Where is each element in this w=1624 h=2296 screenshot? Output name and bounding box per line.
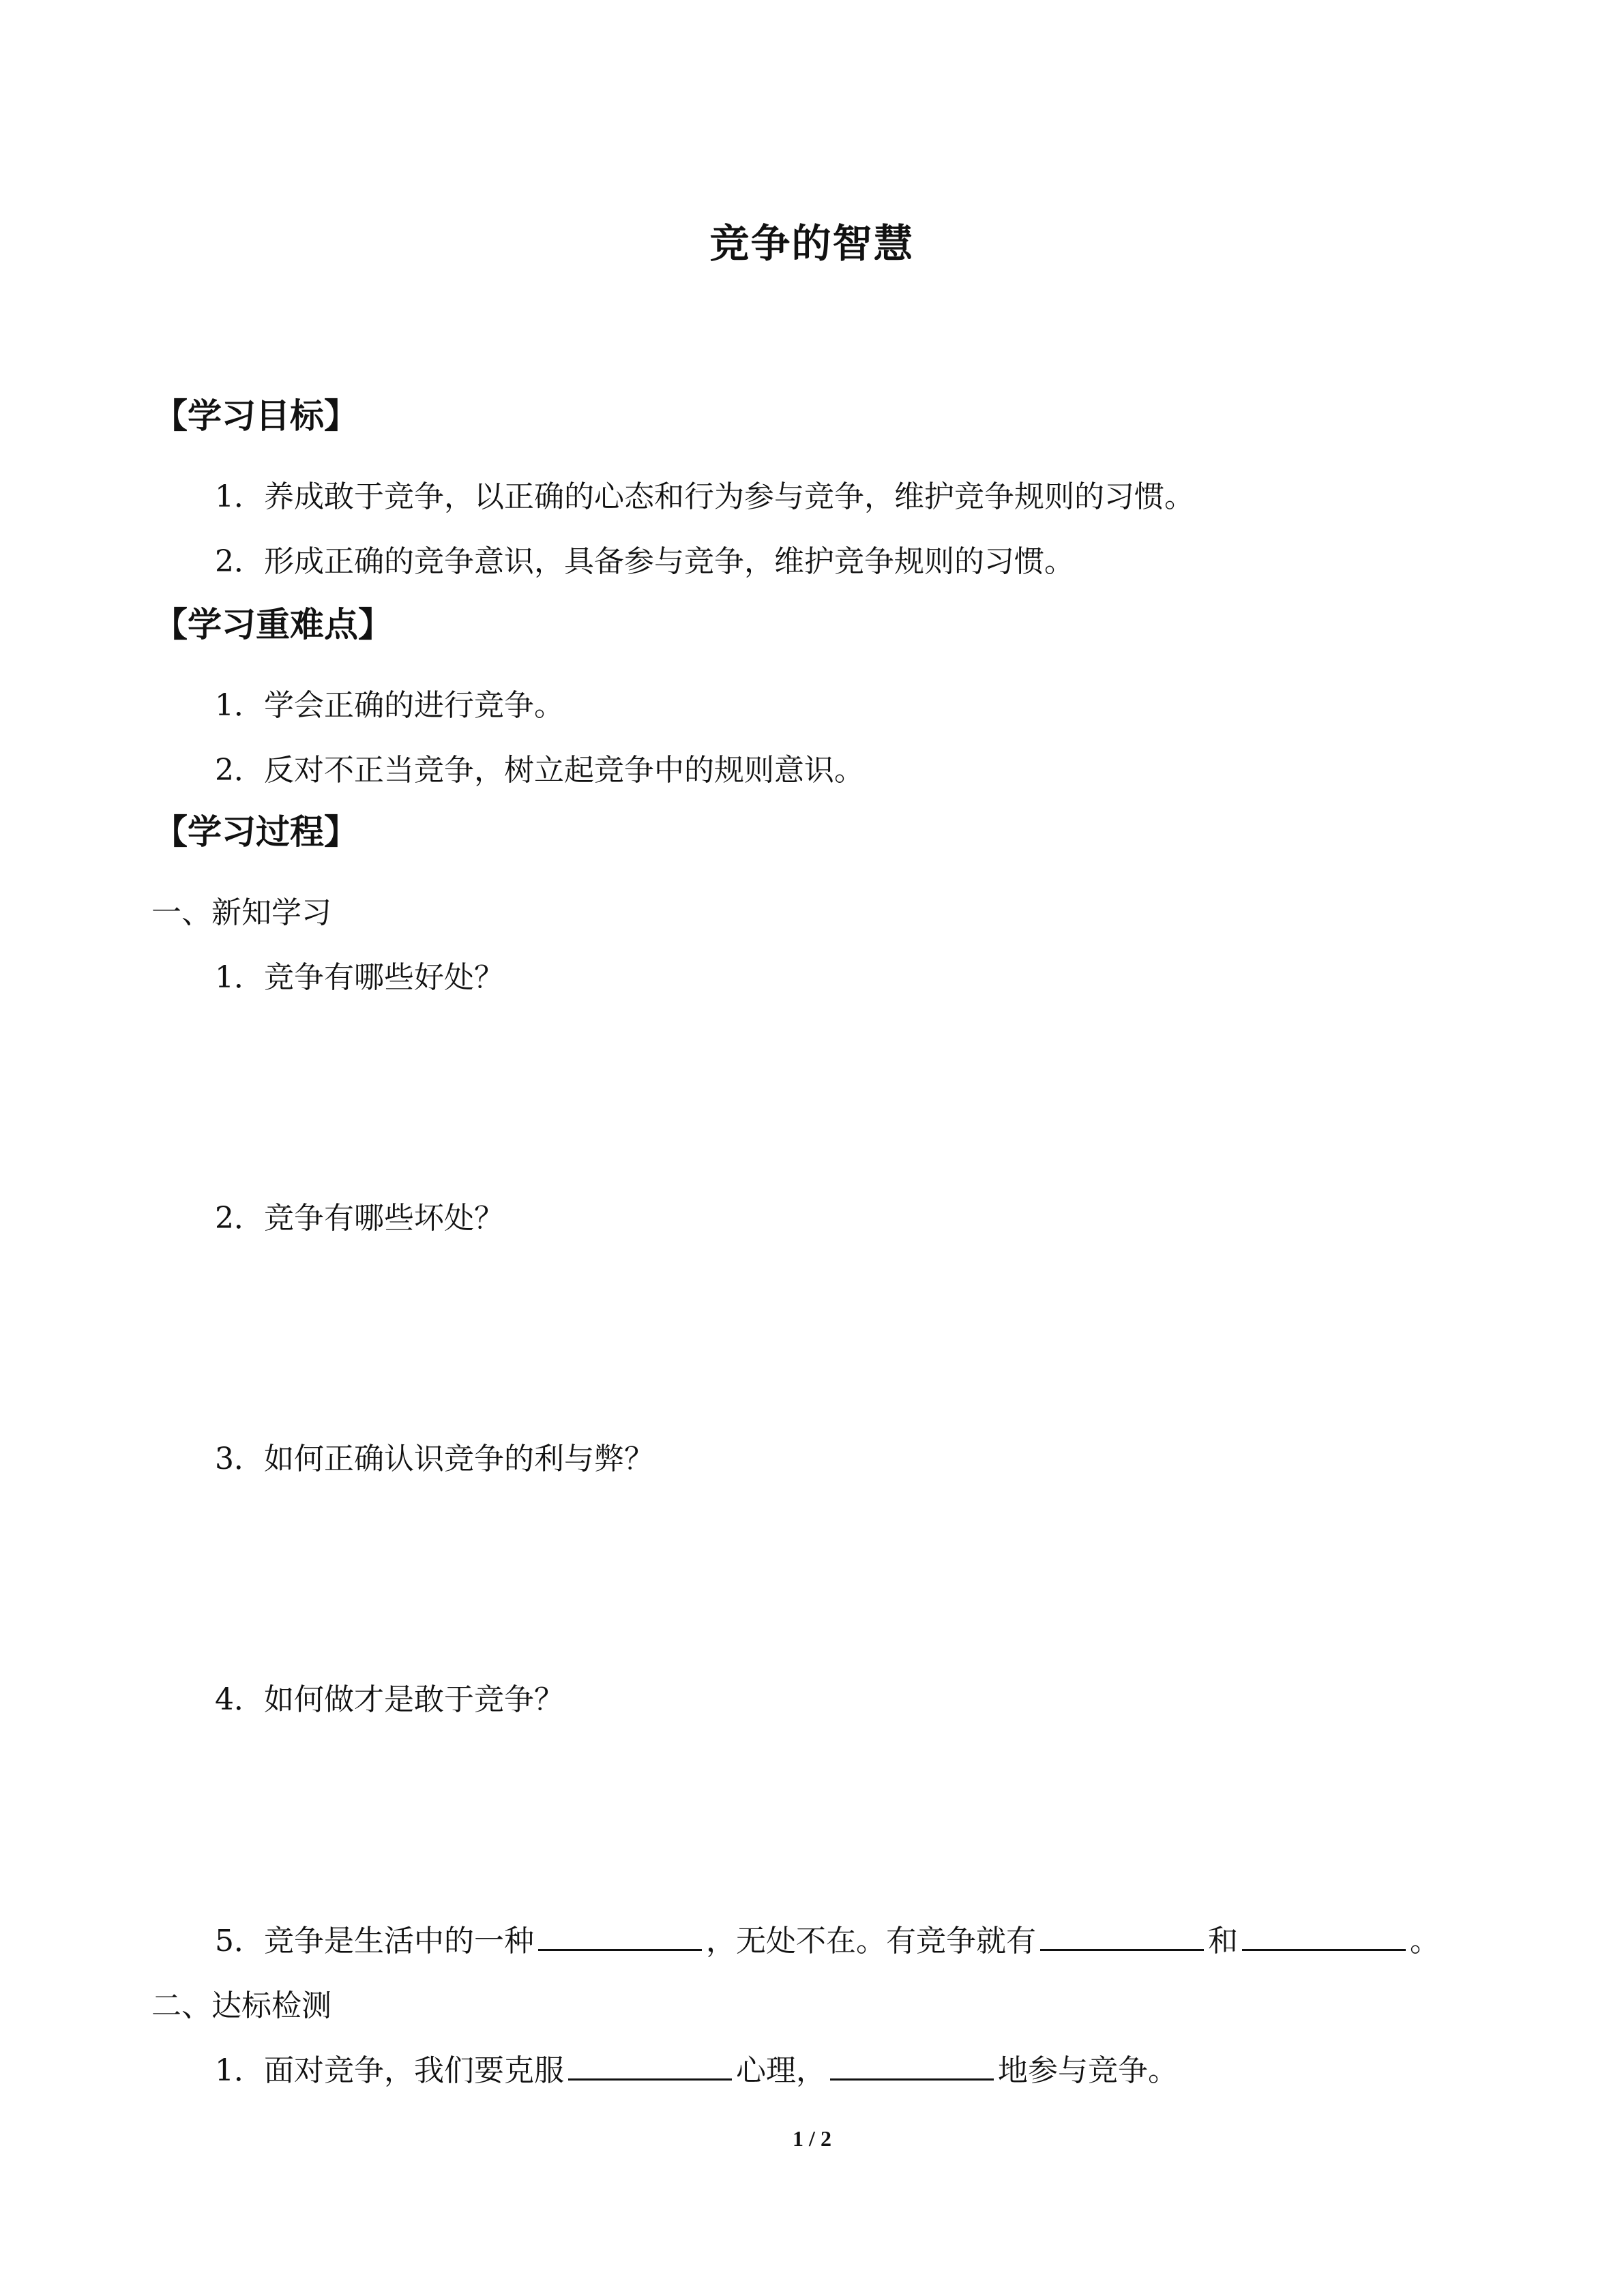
check-question-1-text-c: 地参与竞争。	[998, 2053, 1178, 2088]
answer-blank[interactable]	[1242, 1948, 1406, 1951]
part1-label: 一、新知学习	[151, 895, 331, 930]
question-1: 1．竞争有哪些好处？	[215, 960, 504, 995]
goal-item-2: 2．形成正确的竞争意识，具备参与竞争，维护竞争规则的习惯。	[215, 544, 1074, 579]
check-question-1-text-b: 心理，	[736, 2053, 826, 2088]
question-2: 2．竞争有哪些坏处？	[215, 1201, 504, 1236]
page-number: 1 / 2	[793, 2126, 831, 2151]
section-heading-goals: 【学习目标】	[153, 396, 358, 436]
section-heading-key-points: 【学习重难点】	[153, 605, 392, 644]
key-point-item-2: 2．反对不正当竞争，树立起竞争中的规则意识。	[215, 753, 864, 788]
check-question-1-text-a: 1．面对竞争，我们要克服	[215, 2053, 564, 2088]
question-4: 4．如何做才是敢于竞争？	[215, 1682, 564, 1717]
answer-blank[interactable]	[568, 2078, 732, 2081]
page-title: 竞争的智慧	[709, 220, 915, 267]
fill-question-5-text-b: ，无处不在。有竞争就有	[706, 1924, 1036, 1958]
fill-question-5-text-d: 。	[1410, 1924, 1440, 1958]
goal-item-1: 1．养成敢于竞争，以正确的心态和行为参与竞争，维护竞争规则的习惯。	[215, 479, 1194, 514]
section-heading-process: 【学习过程】	[153, 812, 358, 852]
answer-blank[interactable]	[1040, 1948, 1204, 1951]
answer-blank[interactable]	[830, 2078, 994, 2081]
check-question-1	[215, 2046, 1178, 2089]
fill-question-5-text-c: 和	[1208, 1924, 1238, 1958]
fill-question-5	[215, 1916, 1440, 1960]
fill-question-5-text-a: 5．竞争是生活中的一种	[215, 1924, 534, 1958]
question-3: 3．如何正确认识竞争的利与弊？	[215, 1442, 654, 1476]
part2-label: 二、达标检测	[151, 1988, 331, 2023]
key-point-item-1: 1．学会正确的进行竞争。	[215, 688, 564, 723]
answer-blank[interactable]	[538, 1948, 702, 1951]
